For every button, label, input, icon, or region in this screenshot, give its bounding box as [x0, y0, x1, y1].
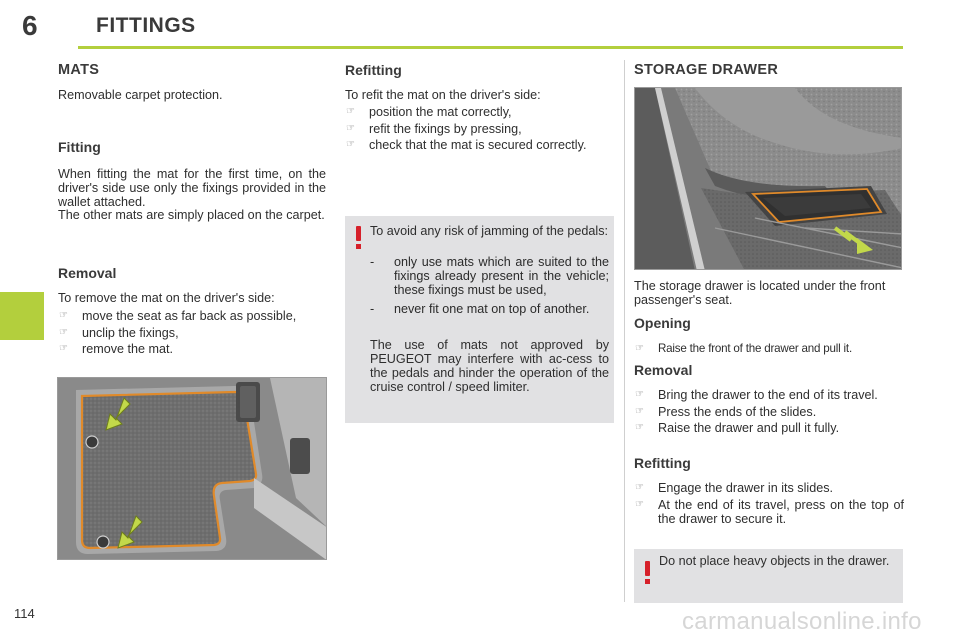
storage-title: STORAGE DRAWER [634, 62, 779, 78]
fitting-paragraph-2: The other mats are simply placed on the carpet. [58, 208, 325, 222]
storage-refitting-title: Refitting [634, 455, 691, 471]
mats-intro: Removable carpet protection. [58, 88, 223, 102]
mat-warning-note: The use of mats not approved by PEUGEOT may interfere with ac-cess to the pedals and hinder the operation of the cruise control / speed limiter. [370, 338, 609, 394]
list-item: ☞ Raise the drawer and pull it fully. [635, 421, 840, 435]
fitting-title: Fitting [58, 139, 101, 155]
warning-icon [642, 561, 652, 587]
list-item: - only use mats which are suited to the fixings already present in the vehicle; these fixings must be used, [370, 255, 609, 297]
storage-description: The storage drawer is located under the front passenger's seat. [634, 279, 886, 307]
pointing-hand-icon: ☞ [635, 422, 644, 433]
opening-title: Opening [634, 315, 691, 331]
list-item: ☞ refit the fixings by pressing, [346, 121, 522, 136]
fitting-paragraph-1: When fitting the mat for the first time, on the driver's side use only the fixings provided in the wallet attached. [58, 167, 326, 209]
pointing-hand-icon: ☞ [346, 122, 355, 134]
pointing-hand-icon: ☞ [635, 482, 644, 493]
list-item: ☞ position the mat correctly, [346, 105, 512, 119]
header-rule [78, 46, 903, 49]
pointing-hand-icon: ☞ [59, 326, 68, 338]
chapter-number: 6 [22, 10, 38, 41]
storage-removal-steps [634, 388, 904, 438]
list-item: ☞ Raise the front of the drawer and pull it. [635, 342, 852, 355]
pointing-hand-icon: ☞ [59, 343, 68, 354]
list-item: ☞ move the seat as far back as possible, [59, 309, 297, 323]
pointing-hand-icon: ☞ [635, 498, 644, 510]
warning-icon [353, 226, 363, 252]
chapter-side-tab [0, 292, 44, 340]
pointing-hand-icon: ☞ [59, 310, 68, 321]
refitting-title: Refitting [345, 62, 402, 78]
list-item: ☞ Engage the drawer in its slides. [635, 481, 834, 495]
removal-title: Removal [58, 265, 117, 281]
list-item: - never fit one mat on top of another. [370, 302, 590, 316]
refitting-intro: To refit the mat on the driver's side: [345, 88, 541, 102]
list-item: ☞ Bring the drawer to the end of its travel. [635, 388, 878, 402]
list-item: ☞ Press the ends of the slides. [635, 404, 817, 419]
floor-mat-illustration [57, 377, 327, 560]
removal-steps [58, 309, 326, 359]
list-item: ☞ check that the mat is secured correctly. [346, 138, 587, 152]
opening-steps [634, 342, 904, 359]
storage-warning-text: Do not place heavy objects in the drawer. [659, 554, 890, 568]
list-item: ☞ remove the mat. [59, 342, 173, 356]
page-number: 114 [14, 606, 35, 621]
pointing-hand-icon: ☞ [635, 343, 644, 354]
storage-drawer-illustration [634, 87, 902, 270]
mat-warning-intro: To avoid any risk of jamming of the pedals: [370, 224, 609, 238]
chapter-title: FITTINGS [96, 14, 196, 37]
mats-title: MATS [58, 62, 100, 78]
removal-intro: To remove the mat on the driver's side: [58, 291, 275, 305]
storage-refitting-steps [634, 481, 904, 528]
watermark: carmanualsonline.info [682, 608, 922, 635]
mat-warning-items [370, 255, 609, 321]
pointing-hand-icon: ☞ [346, 139, 355, 150]
pointing-hand-icon: ☞ [346, 106, 355, 117]
list-item: ☞ unclip the fixings, [59, 325, 179, 340]
list-item: ☞ At the end of its travel, press on the top of the drawer to secure it. [635, 497, 904, 526]
refitting-steps [345, 105, 615, 155]
storage-removal-title: Removal [634, 362, 693, 378]
column-divider [624, 60, 625, 602]
pointing-hand-icon: ☞ [635, 405, 644, 417]
mat-warning-box [345, 216, 614, 423]
pointing-hand-icon: ☞ [635, 389, 644, 400]
storage-warning-box [634, 549, 903, 603]
